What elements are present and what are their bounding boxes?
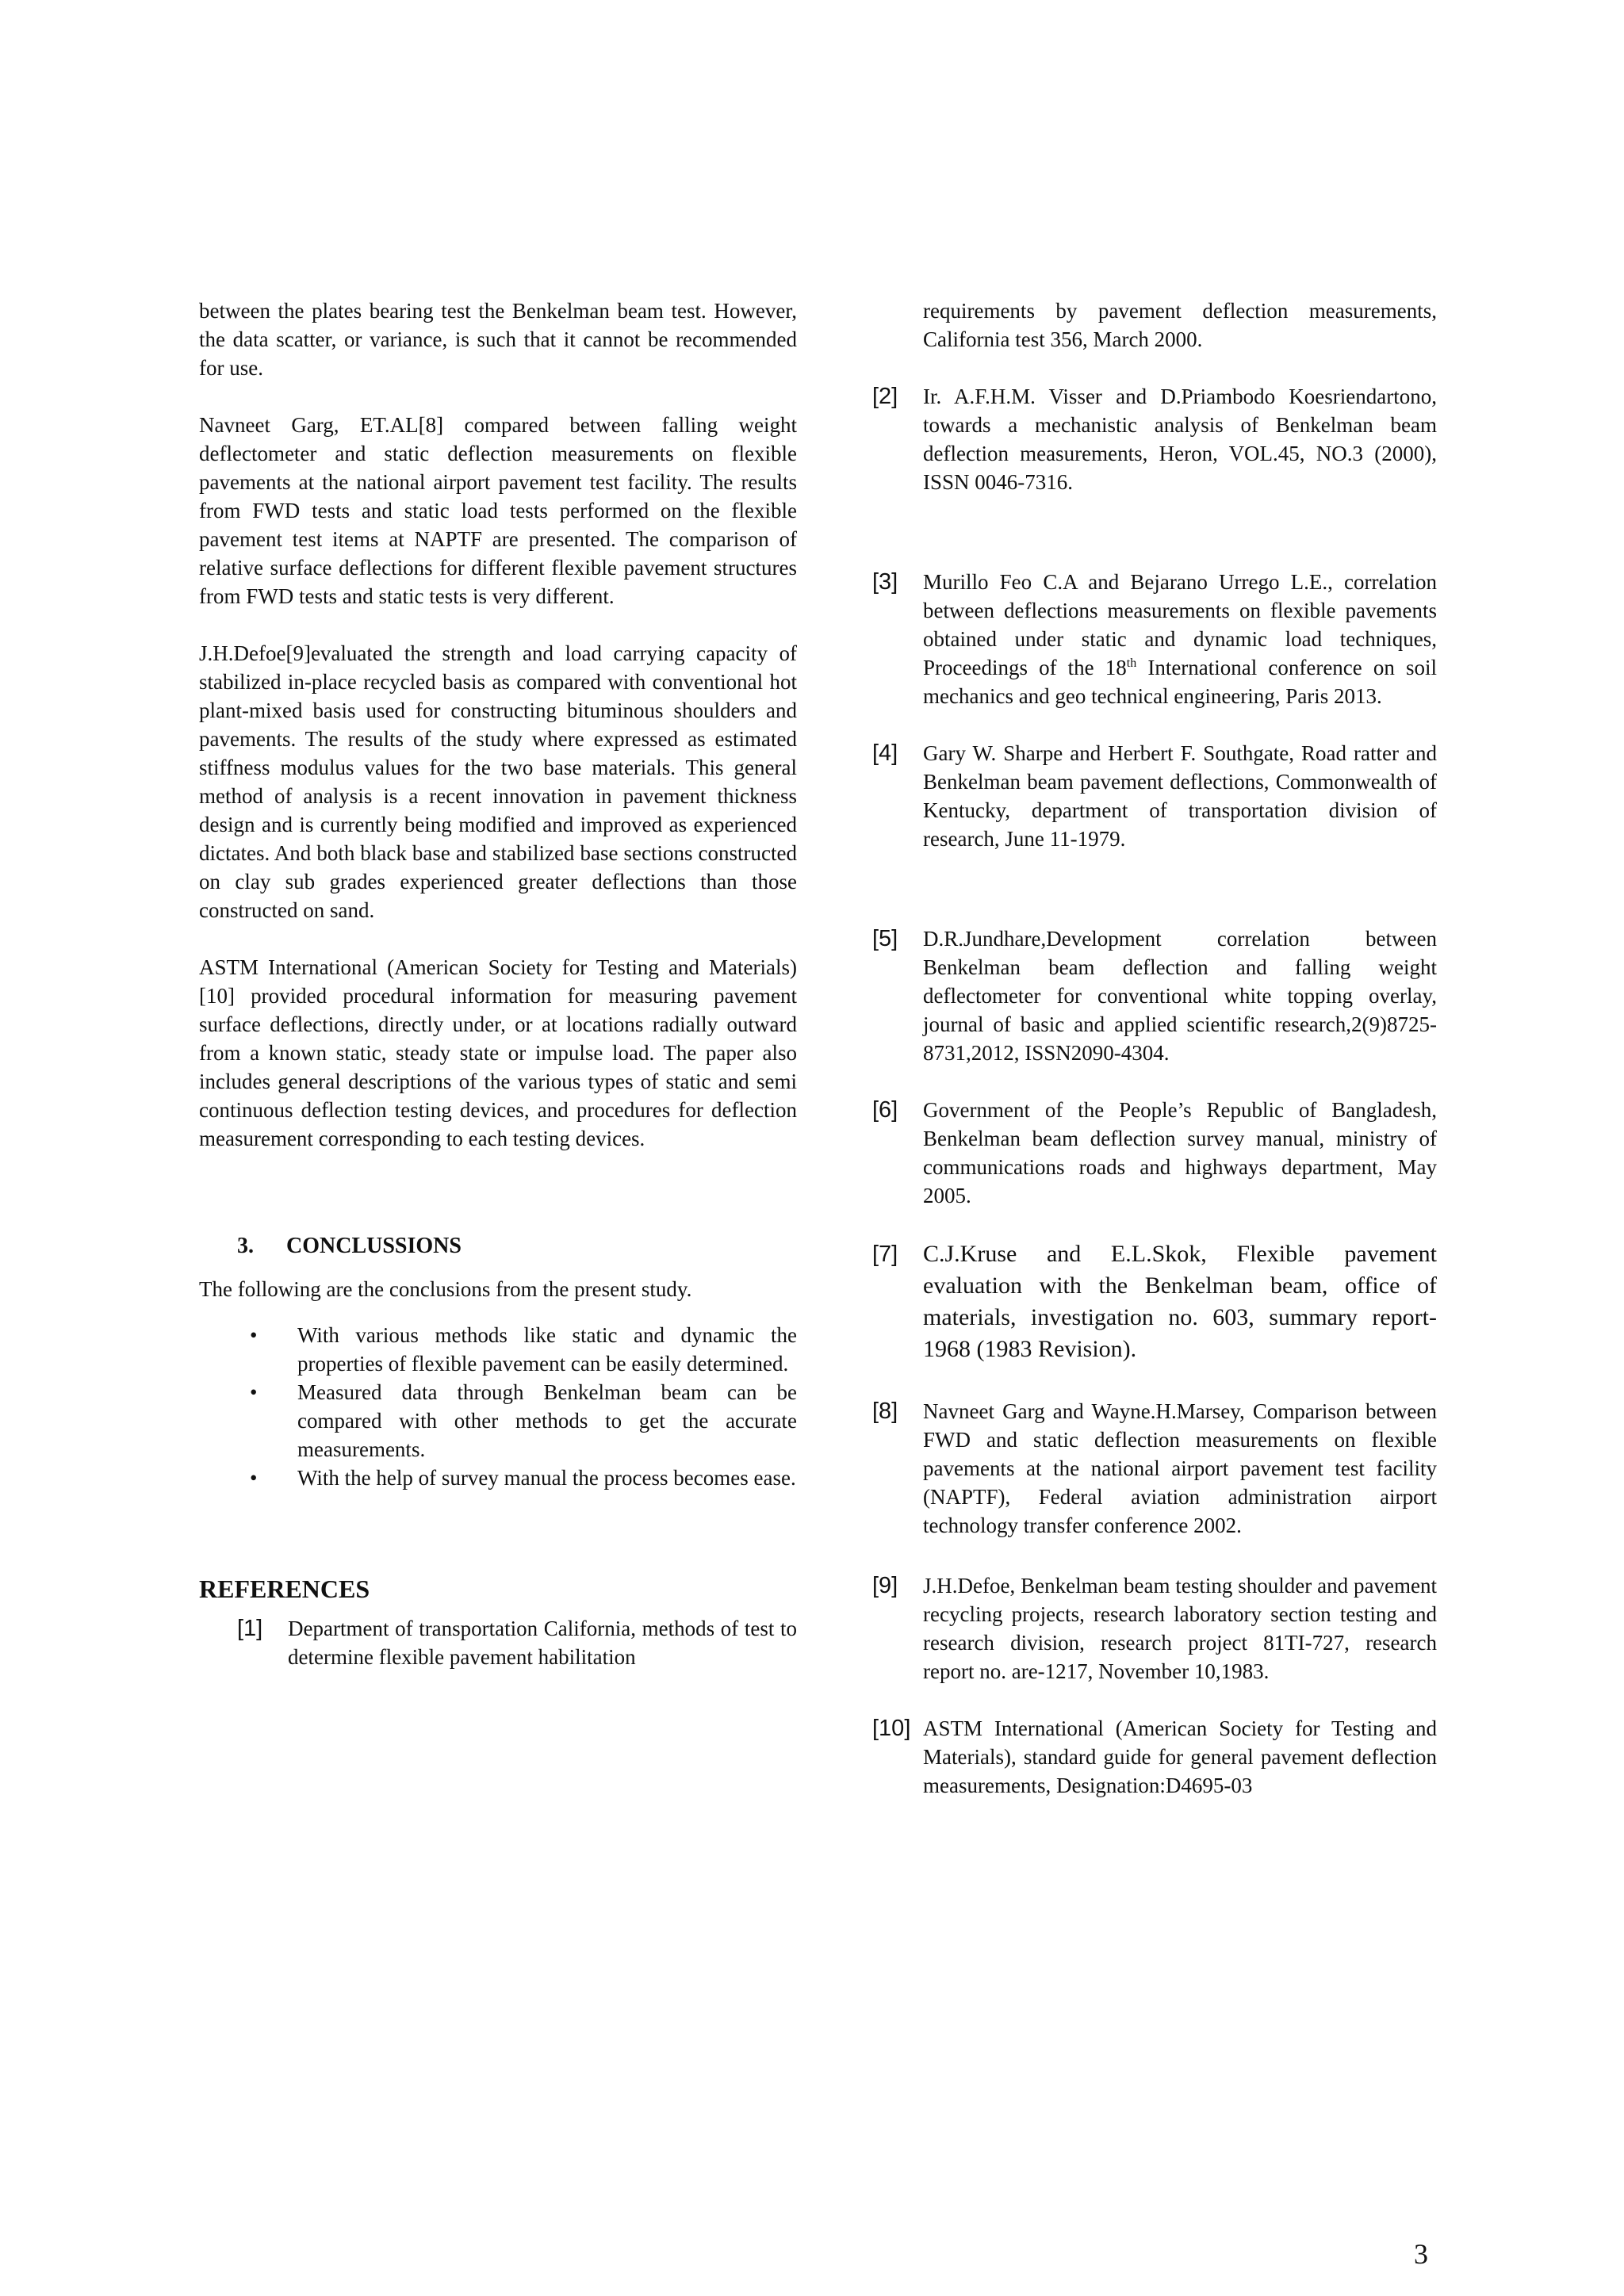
reference-item bbox=[872, 1714, 1437, 1800]
reference-item bbox=[872, 568, 1437, 710]
reference-text: Murillo Feo C.A and Bejarano Urrego L.E., correlation between deflections measurements on flexible pavements obtained under static and dynamic load techniques, Proceedings of the 18th International conference on soil mechanics and geo technical engineering, Paris 2013. bbox=[923, 570, 1437, 708]
reference-text: D.R.Jundhare,Development correlation between Benkelman beam deflection and falling weight deflectometer for conventional white topping overlay, journal of basic and applied scientific research,2(9)8725-8731,2012, ISSN2090-4304. bbox=[923, 927, 1437, 1065]
reference-number: [4] bbox=[872, 740, 898, 766]
reference-continuation bbox=[872, 297, 1437, 354]
list-item: • With the help of survey manual the process becomes ease. bbox=[199, 1464, 797, 1492]
reference-item bbox=[872, 1571, 1437, 1686]
reference-text: requirements by pavement deflection measurements, California test 356, March 2000. bbox=[923, 299, 1437, 351]
page-number: 3 bbox=[1414, 2238, 1428, 2270]
reference-number: [1] bbox=[237, 1616, 263, 1641]
reference-number: [9] bbox=[872, 1573, 898, 1598]
reference-text: Navneet Garg and Wayne.H.Marsey, Comparison between FWD and static deflection measurements on flexible pavements at the national airport pavement test facility (NAPTF), Federal aviation administration airport technology transfer conference 2002. bbox=[923, 1399, 1437, 1537]
reference-number: [3] bbox=[872, 569, 898, 595]
reference-item bbox=[872, 1238, 1437, 1365]
reference-text: C.J.Kruse and E.L.Skok, Flexible pavement evaluation with the Benkelman beam, office of materials, investigation no. 603, summary report-1968 (1983 Revision). bbox=[923, 1241, 1437, 1362]
reference-text: Ir. A.F.H.M. Visser and D.Priambodo Koesriendartono, towards a mechanistic analysis of Benkelman beam deflection measurements, Heron, VOL.45, NO.3 (2000), ISSN 0046-7316. bbox=[923, 385, 1437, 494]
reference-item bbox=[872, 1096, 1437, 1210]
reference-number: [10] bbox=[872, 1716, 911, 1741]
bullet-icon: • bbox=[250, 1323, 258, 1347]
reference-text: Gary W. Sharpe and Herbert F. Southgate, Road ratter and Benkelman beam pavement deflections, Commonwealth of Kentucky, department of transportation division of research, June 11-1979. bbox=[923, 741, 1437, 851]
reference-number: [2] bbox=[872, 384, 898, 409]
body-paragraph: ASTM International (American Society for Testing and Materials) [10] provided procedural information for measuring pavement surface deflections, directly under, or at locations radially outward from a known static, steady state or impulse load. The paper also includes general descriptions of the various types of static and semi continuous deflection testing devices, and procedures for deflection measurement corresponding to each testing devices. bbox=[199, 955, 797, 1150]
bullet-icon: • bbox=[250, 1466, 258, 1490]
reference-number: [8] bbox=[872, 1399, 898, 1424]
section-number: 3. bbox=[237, 1234, 254, 1258]
reference-number: [6] bbox=[872, 1097, 898, 1123]
reference-item bbox=[872, 382, 1437, 496]
list-item: • With various methods like static and dynamic the properties of flexible pavement can be easily determined. bbox=[199, 1321, 797, 1378]
right-column bbox=[872, 297, 1437, 1800]
body-paragraph: Navneet Garg, ET.AL[8] compared between falling weight deflectometer and static deflection measurements on flexible pavements at the national airport pavement test facility. The results from FWD tests and static load tests performed on the flexible pavement test items at NAPTF are presented. The comparison of relative surface deflections for different flexible pavement structures from FWD tests and static tests is very different. bbox=[199, 413, 797, 608]
references-heading: REFERENCES bbox=[199, 1575, 370, 1603]
list-item: • Measured data through Benkelman beam can be compared with other methods to get the accurate measurements. bbox=[199, 1378, 797, 1464]
reference-item bbox=[872, 924, 1437, 1067]
reference-number: [7] bbox=[872, 1242, 898, 1267]
body-paragraph: between the plates bearing test the Benkelman beam test. However, the data scatter, or variance, is such that it cannot be recommended for use. bbox=[199, 299, 797, 380]
section-title: CONCLUSSIONS bbox=[286, 1234, 462, 1258]
reference-text: Department of transportation California, methods of test to determine flexible pavement habilitation bbox=[288, 1617, 797, 1669]
conclusion-list bbox=[199, 1321, 797, 1492]
conclusion-intro: The following are the conclusions from the present study. bbox=[199, 1277, 692, 1301]
bullet-icon: • bbox=[250, 1380, 258, 1404]
left-column bbox=[199, 297, 797, 1671]
section-heading bbox=[237, 1234, 797, 1259]
reference-text: J.H.Defoe, Benkelman beam testing shoulder and pavement recycling projects, research laboratory section testing and research division, research project 81TI-727, research report no. are-1217, November 10,1983. bbox=[923, 1574, 1437, 1683]
body-paragraph: J.H.Defoe[9]evaluated the strength and load carrying capacity of stabilized in-place recycled basis as compared with conventional hot plant-mixed basis used for constructing bituminous shoulders and pavements. The results of the study where expressed as estimated stiffness modulus values for the two base materials. This general method of analysis is a recent innovation in pavement thickness design and is currently being modified and improved as experienced dictates. And both black base and stabilized base sections constructed on clay sub grades experienced greater deflections than those constructed on sand. bbox=[199, 641, 797, 922]
reference-number: [5] bbox=[872, 926, 898, 951]
reference-item bbox=[237, 1614, 797, 1671]
reference-item bbox=[872, 739, 1437, 853]
reference-item bbox=[872, 1397, 1437, 1540]
reference-text: ASTM International (American Society for Testing and Materials), standard guide for general pavement deflection measurements, Designation:D4695-03 bbox=[923, 1716, 1437, 1797]
reference-text: Government of the People’s Republic of Bangladesh, Benkelman beam deflection survey manual, ministry of communications roads and highways department, May 2005. bbox=[923, 1098, 1437, 1207]
